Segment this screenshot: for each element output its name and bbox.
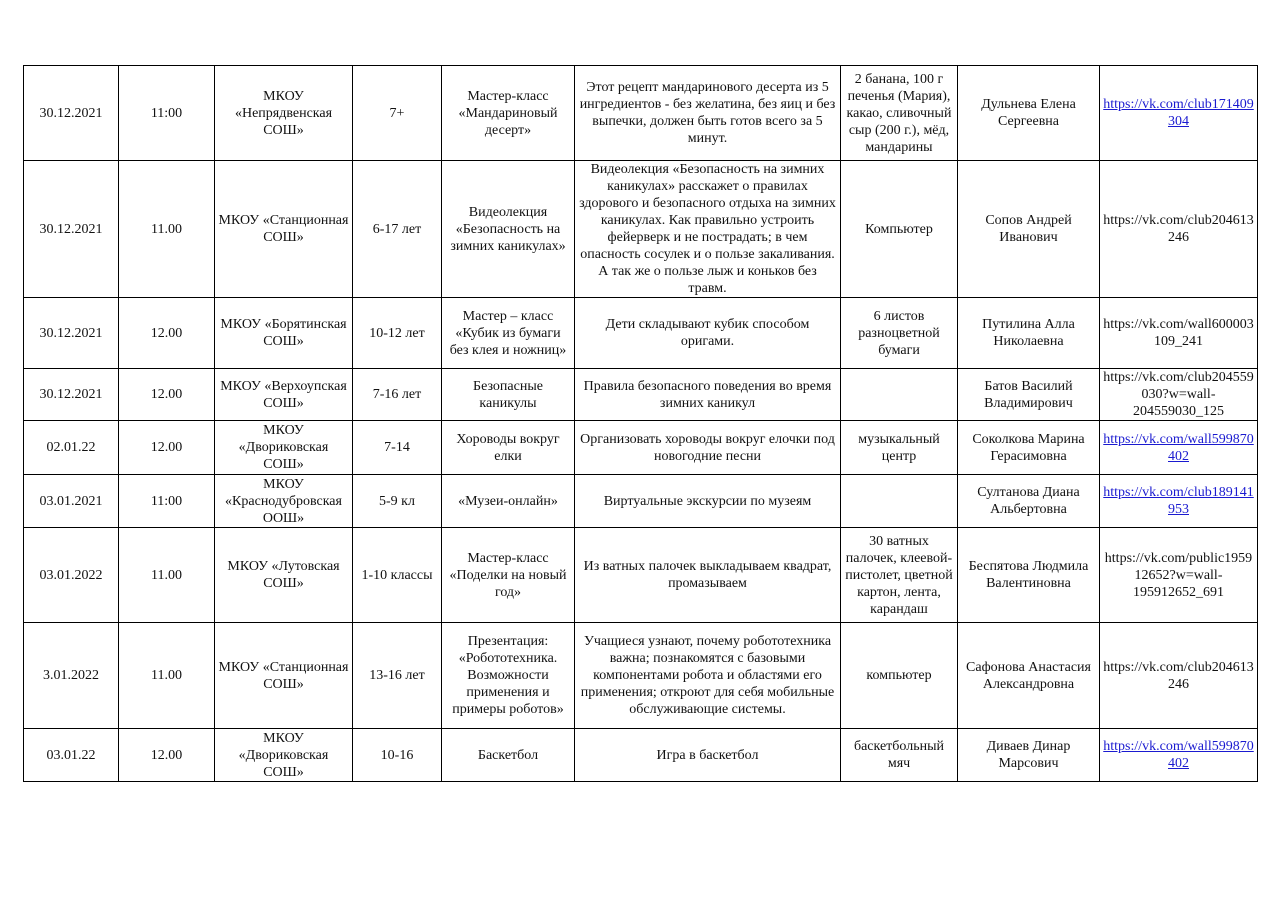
table-row: [24, 421, 1258, 475]
link-cell: [1100, 475, 1258, 528]
table-row: [24, 475, 1258, 528]
description-cell: Учащиеся узнают, почему робототехника важна; познакомятся с базовыми компонентами робота и областями его применения; откроют для себя мобильные обслуживающие системы.: [575, 623, 841, 729]
materials-cell: [841, 369, 958, 421]
event-link-text: https://vk.com/wall600003109_241: [1103, 317, 1254, 349]
school-cell: МКОУ «Лутовская СОШ»: [215, 528, 353, 623]
date-cell: 03.01.2021: [24, 475, 119, 528]
responsible-cell: Соколкова Марина Герасимовна: [958, 421, 1100, 475]
responsible-cell: Путилина Алла Николаевна: [958, 298, 1100, 369]
event-link[interactable]: https://vk.com/wall599870402: [1103, 739, 1254, 771]
materials-cell: 2 банана, 100 г печенья (Мария), какао, сливочный сыр (200 г.), мёд, мандарины: [841, 66, 958, 161]
link-cell: [1100, 161, 1258, 298]
time-cell: 11:00: [119, 475, 215, 528]
date-cell: 3.01.2022: [24, 623, 119, 729]
event-title-cell: Баскетбол: [442, 729, 575, 782]
event-title-cell: «Музеи-онлайн»: [442, 475, 575, 528]
event-link[interactable]: https://vk.com/club171409304: [1103, 97, 1254, 129]
school-cell: МКОУ «Краснодубровская ООШ»: [215, 475, 353, 528]
age-cell: 10-12 лет: [353, 298, 442, 369]
event-link-text: https://vk.com/club204613246: [1103, 213, 1254, 245]
school-cell: МКОУ «Верхоупская СОШ»: [215, 369, 353, 421]
date-cell: 02.01.22: [24, 421, 119, 475]
school-cell: МКОУ «Станционная СОШ»: [215, 161, 353, 298]
link-cell: [1100, 729, 1258, 782]
date-cell: 03.01.22: [24, 729, 119, 782]
event-link[interactable]: https://vk.com/club189141953: [1103, 485, 1254, 517]
school-cell: МКОУ «Борятинская СОШ»: [215, 298, 353, 369]
description-cell: Игра в баскетбол: [575, 729, 841, 782]
school-cell: МКОУ «Двориковская СОШ»: [215, 421, 353, 475]
materials-cell: 6 листов разноцветной бумаги: [841, 298, 958, 369]
event-link-text: https://vk.com/club204613246: [1103, 659, 1254, 692]
event-title-cell: Мастер – класс «Кубик из бумаги без клея и ножниц»: [442, 298, 575, 369]
description-cell: Виртуальные экскурсии по музеям: [575, 475, 841, 528]
link-cell: [1100, 298, 1258, 369]
events-table-body: [24, 66, 1258, 782]
age-cell: 10-16: [353, 729, 442, 782]
event-title-cell: Мастер-класс «Поделки на новый год»: [442, 528, 575, 623]
event-title-cell: Видеолекция «Безопасность на зимних каникулах»: [442, 161, 575, 298]
age-cell: 7+: [353, 66, 442, 161]
responsible-cell: Батов Василий Владимирович: [958, 369, 1100, 421]
age-cell: 13-16 лет: [353, 623, 442, 729]
time-cell: 12.00: [119, 298, 215, 369]
table-row: [24, 66, 1258, 161]
time-cell: 12.00: [119, 369, 215, 421]
event-link-text: https://vk.com/public195912652?w=wall-195912652_691: [1104, 550, 1253, 600]
description-cell: Дети складывают кубик способом оригами.: [575, 298, 841, 369]
responsible-cell: Сопов Андрей Иванович: [958, 161, 1100, 298]
link-cell: [1100, 623, 1258, 729]
school-cell: МКОУ «Станционная СОШ»: [215, 623, 353, 729]
table-row: [24, 528, 1258, 623]
description-cell: Видеолекция «Безопасность на зимних каникулах» расскажет о правилах здорового и безопасного отдыха на зимних каникулах. Как правильно устроить фейерверк и не пострадать; в чем опасность сосулек и о пользе закаливания. А так же о пользе лыж и коньков без травм.: [575, 161, 841, 298]
date-cell: 03.01.2022: [24, 528, 119, 623]
table-row: [24, 729, 1258, 782]
time-cell: 11:00: [119, 66, 215, 161]
age-cell: 7-14: [353, 421, 442, 475]
event-link-text: https://vk.com/club204559030?w=wall-204559030_125: [1103, 370, 1254, 419]
age-cell: 6-17 лет: [353, 161, 442, 298]
time-cell: 11.00: [119, 623, 215, 729]
date-cell: 30.12.2021: [24, 298, 119, 369]
event-title-cell: Презентация: «Робототехника. Возможности применения и примеры роботов»: [442, 623, 575, 729]
materials-cell: Компьютер: [841, 161, 958, 298]
link-cell: [1100, 66, 1258, 161]
responsible-cell: Дульнева Елена Сергеевна: [958, 66, 1100, 161]
events-table: [23, 65, 1258, 782]
responsible-cell: Сафонова Анастасия Александровна: [958, 623, 1100, 729]
age-cell: 7-16 лет: [353, 369, 442, 421]
school-cell: МКОУ «Двориковская СОШ»: [215, 729, 353, 782]
materials-cell: 30 ватных палочек, клеевой-пистолет, цветной картон, лента, карандаш: [841, 528, 958, 623]
description-cell: Правила безопасного поведения во время зимних каникул: [575, 369, 841, 421]
time-cell: 11.00: [119, 528, 215, 623]
event-title-cell: Мастер-класс «Мандариновый десерт»: [442, 66, 575, 161]
description-cell: Из ватных палочек выкладываем квадрат, промазываем: [575, 528, 841, 623]
materials-cell: баскетбольный мяч: [841, 729, 958, 782]
age-cell: 5-9 кл: [353, 475, 442, 528]
description-cell: Организовать хороводы вокруг елочки под новогодние песни: [575, 421, 841, 475]
event-title-cell: Хороводы вокруг елки: [442, 421, 575, 475]
time-cell: 12.00: [119, 729, 215, 782]
time-cell: 11.00: [119, 161, 215, 298]
link-cell: [1100, 528, 1258, 623]
table-row: [24, 369, 1258, 421]
description-cell: Этот рецепт мандаринового десерта из 5 ингредиентов - без желатина, без яиц и без выпечки, должен быть готов всего за 5 минут.: [575, 66, 841, 161]
table-row: [24, 623, 1258, 729]
responsible-cell: Султанова Диана Альбертовна: [958, 475, 1100, 528]
responsible-cell: Диваев Динар Марсович: [958, 729, 1100, 782]
date-cell: 30.12.2021: [24, 66, 119, 161]
event-title-cell: Безопасные каникулы: [442, 369, 575, 421]
date-cell: 30.12.2021: [24, 369, 119, 421]
school-cell: МКОУ «Непрядвенская СОШ»: [215, 66, 353, 161]
materials-cell: [841, 475, 958, 528]
materials-cell: музыкальный центр: [841, 421, 958, 475]
table-row: [24, 298, 1258, 369]
time-cell: 12.00: [119, 421, 215, 475]
date-cell: 30.12.2021: [24, 161, 119, 298]
event-link[interactable]: https://vk.com/wall599870402: [1103, 431, 1254, 464]
age-cell: 1-10 классы: [353, 528, 442, 623]
table-row: [24, 161, 1258, 298]
link-cell: [1100, 369, 1258, 421]
link-cell: [1100, 421, 1258, 475]
materials-cell: компьютер: [841, 623, 958, 729]
responsible-cell: Беспятова Людмила Валентиновна: [958, 528, 1100, 623]
